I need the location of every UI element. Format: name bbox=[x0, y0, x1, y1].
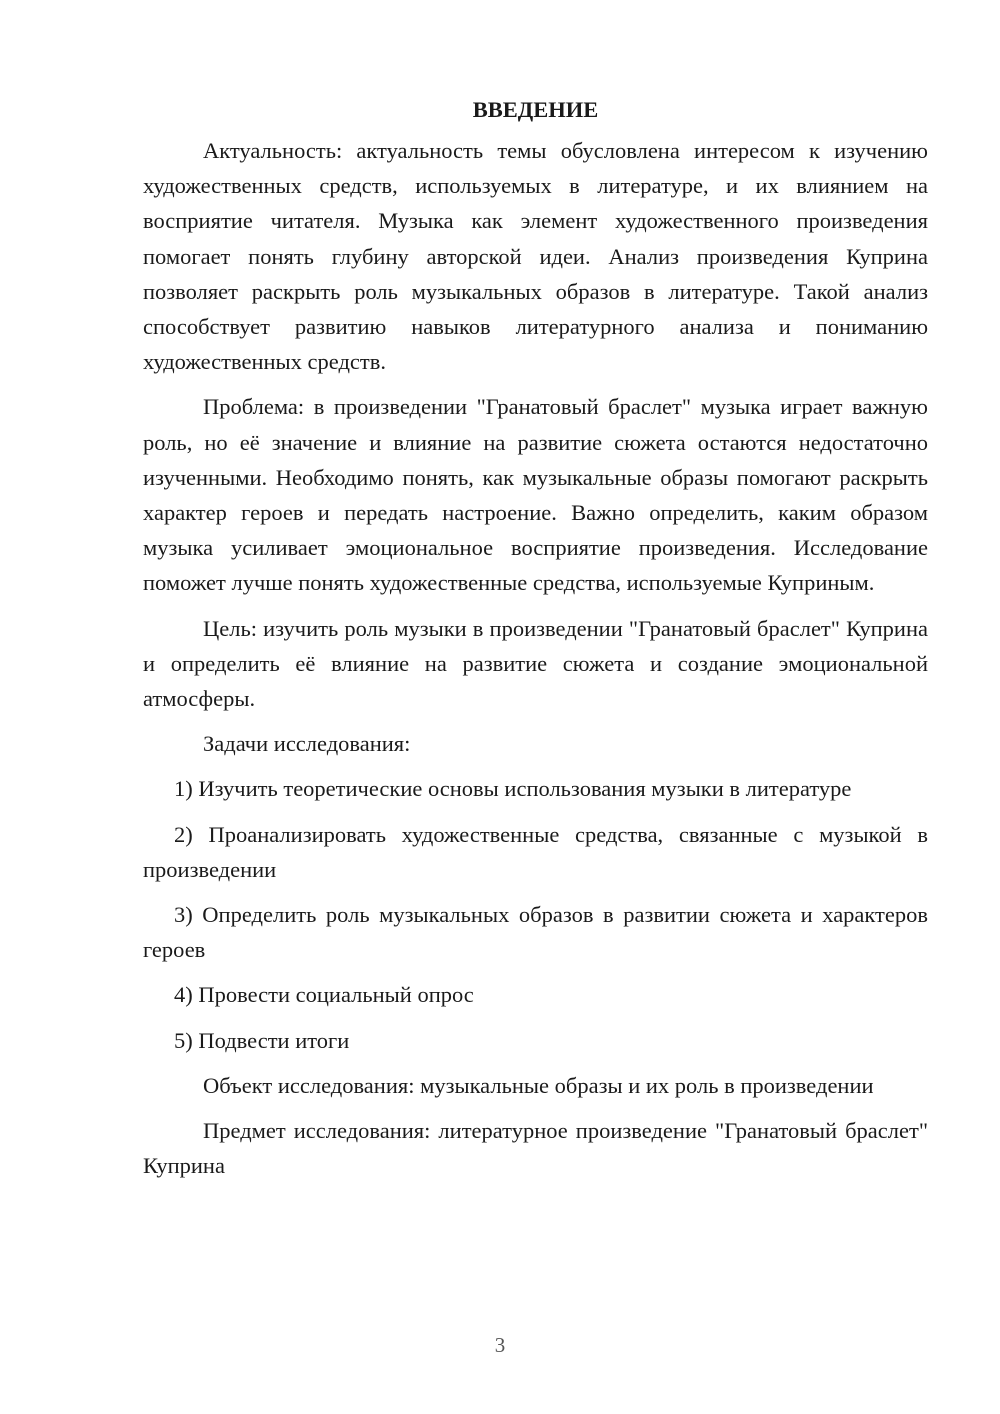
list-item: 1) Изучить теоретические основы использования музыки в литературе bbox=[174, 776, 852, 802]
paragraph-goal: Цель: изучить роль музыки в произведении "Гранатовый браслет" Куприна и определить её влияние на развитие сюжета и создание эмоциональной атмосферы. bbox=[143, 615, 928, 712]
tasks-heading: Задачи исследования: bbox=[203, 731, 411, 757]
paragraph-relevance: Актуальность: актуальность темы обусловлена интересом к изучению художественных средств, используемых в литературе, и их влиянием на восприятие читателя. Музыка как элемент художественного произведения помогает понять глубину авторской идеи. Анализ произведения Куприна позволяет раскрыть роль музыкальных образов в литературе. Такой анализ способствует развитию навыков литературного анализа и пониманию художественных средств. bbox=[143, 138, 928, 375]
list-item: 4) Провести социальный опрос bbox=[174, 982, 474, 1008]
document-page bbox=[143, 92, 928, 1193]
tasks-list bbox=[143, 771, 928, 1057]
paragraph-subject: Предмет исследования: литературное произведение "Гранатовый браслет" Куприна bbox=[143, 1118, 928, 1179]
paragraph-problem: Проблема: в произведении "Гранатовый браслет" музыка играет важную роль, но её значение и влияние на развитие сюжета остаются недостаточно изученными. Необходимо понять, как музыкальные образы помогают раскрыть характер героев и передать настроение. Важно определить, каким образом музыка усиливает эмоциональное восприятие произведения. Исследование поможет лучше понять художественные средства, используемые Куприным. bbox=[143, 394, 928, 596]
page-number: 3 bbox=[494, 1333, 506, 1357]
paragraph-object: Объект исследования: музыкальные образы и их роль в произведении bbox=[203, 1072, 874, 1098]
list-item: 3) Определить роль музыкальных образов в развитии сюжета и характеров героев bbox=[143, 902, 928, 963]
list-item: 5) Подвести итоги bbox=[174, 1027, 350, 1053]
page-title: ВВЕДЕНИЕ bbox=[472, 97, 599, 122]
list-item: 2) Проанализировать художественные средства, связанные с музыкой в произведении bbox=[143, 821, 928, 882]
